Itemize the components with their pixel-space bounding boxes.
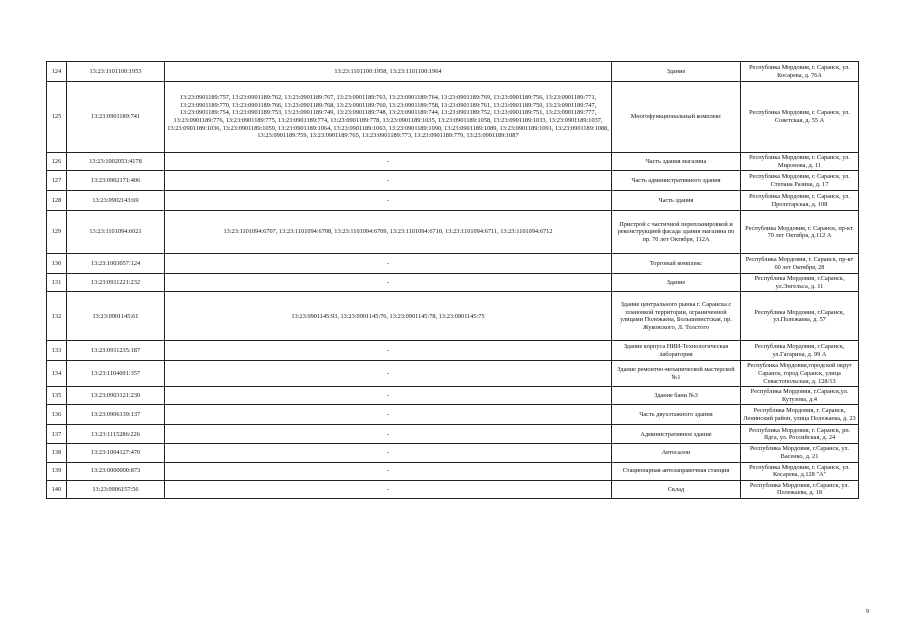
cell-related-objects: 13:23:1101094:6707, 13:23:1101094:6708, 13:23:1101094:6709, 13:23:1101094:6710, 13:23:1101094:6711, 13:23:1101094:6712	[165, 211, 612, 254]
table-row	[47, 274, 859, 292]
cell-cadastral-number: 13:23:1002053:4178	[67, 153, 165, 171]
cell-address: Республика Мордовия, г.Саранск, ул. Полежаева, д. 18	[741, 480, 859, 498]
cell-object-name: Пристрой с частичной перепланировкой и реконструкцией фасада здания магазина по пр. 70 лет Октября, 112А	[612, 211, 741, 254]
cell-cadastral-number: 13:23:0911235:187	[67, 341, 165, 361]
cell-address: Республика Мордовия, г.Саранск,ул. Кутузова, д.4	[741, 387, 859, 405]
table-row	[47, 462, 859, 480]
cell-object-name: Часть здания магазина	[612, 153, 741, 171]
cell-related-objects: -	[165, 425, 612, 444]
table-row	[47, 292, 859, 341]
cell-number: 133	[47, 341, 67, 361]
page-number: 9	[866, 608, 870, 615]
cell-number: 126	[47, 153, 67, 171]
table-row	[47, 153, 859, 171]
cell-address: Республика Мордовия, г.Саранск, ул. Васенко, д. 21	[741, 444, 859, 462]
cell-related-objects: -	[165, 480, 612, 498]
cell-related-objects: -	[165, 444, 612, 462]
table-row	[47, 211, 859, 254]
table-row	[47, 444, 859, 462]
cell-address: Республика Мордовия, г. Саранск, ул. Пролетарская, д. 108	[741, 191, 859, 211]
cell-address: Республика Мордовия, г. Саранск, ул. Косарева, д. 76А	[741, 62, 859, 82]
cell-address: Республика Мордовия, г. Саранск, пр-кт 60 лет Октября, 28	[741, 254, 859, 274]
cell-cadastral-number: 13:23:0906139:137	[67, 405, 165, 425]
cell-cadastral-number: 13:23:1003057:124	[67, 254, 165, 274]
cell-cadastral-number: 13:23:0906157:56	[67, 480, 165, 498]
cell-object-name: Здание бани №3	[612, 387, 741, 405]
cell-cadastral-number: 13:23:1115286:226	[67, 425, 165, 444]
cell-related-objects: 13:23:0901145:93, 13:23:0901145:76, 13:23:0901145:78, 13:23:0901145:75	[165, 292, 612, 341]
cell-number: 129	[47, 211, 67, 254]
cell-cadastral-number: 13:23:0903121:230	[67, 387, 165, 405]
cell-related-objects: -	[165, 405, 612, 425]
table-row	[47, 361, 859, 387]
cell-number: 139	[47, 462, 67, 480]
table-row	[47, 405, 859, 425]
cell-related-objects: -	[165, 274, 612, 292]
cell-address: Республика Мордовия, г. Саранск, ул. Косарева, д.128 "А"	[741, 462, 859, 480]
table-row	[47, 425, 859, 444]
cell-cadastral-number: 13:23:0901189:741	[67, 82, 165, 153]
cell-object-name: Здание	[612, 62, 741, 82]
cell-address: Республика Мордовия, г. Саранск, ул. Советская, д. 55 А	[741, 82, 859, 153]
cell-related-objects: -	[165, 462, 612, 480]
cell-number: 135	[47, 387, 67, 405]
cell-address: Республика Мордовия, г. Саранск, ул. Миронова, д. 11	[741, 153, 859, 171]
cell-object-name: Многофункциональный комплекс	[612, 82, 741, 153]
cell-cadastral-number: 13:23:1004127:470	[67, 444, 165, 462]
cell-address: Республика Мордовия,городской округ Саранск, город Саранск, улица Севастопольская, д. 128/13	[741, 361, 859, 387]
cell-number: 137	[47, 425, 67, 444]
cell-number: 132	[47, 292, 67, 341]
cell-number: 124	[47, 62, 67, 82]
cell-object-name: Торговый комплекс	[612, 254, 741, 274]
cell-related-objects: -	[165, 254, 612, 274]
cell-related-objects: -	[165, 361, 612, 387]
cell-number: 140	[47, 480, 67, 498]
cell-related-objects: 13:23:0901189:757, 13:23:0901189:762, 13:23:0901189:767, 13:23:0901189:763, 13:23:0901189:764, 13:23:0901189:769, 13:23:0901189:756, 13:23:0901189:771, 13:23:0901189:770, 13:23:0901189:766, 13:23:0901189:768, 13:23:0901189:760, 13:23:0901189:758, 13:23:0901189:761, 13:23:0901189:750, 13:23:0901189:747, 13:23:0901189:754, 13:23:0901189:753, 13:23:0901189:749, 13:23:0901189:748, 13:23:0901189:744, 13:23:0901189:752, 13:23:0901189:751, 13:23:0901189:777, 13:23:0901189:776, 13:23:0901189:775, 13:23:0901189:774, 13:23:0901189:778, 13:23:0901189:1035, 13:23:0901189:1058, 13:23:0901189:1033, 13:23:0901189:1037, 13:23:0901189:1036, 13:23:0901189:1059, 13:23:0901189:1064, 13:23:0901189:1063, 13:23:0901189:1090, 13:23:0901189:1089, 13:23:0901189:1091, 13:23:0901189:1088, 13:23:0901189:759, 13:23:0901189:765, 13:23:0901189:773, 13:23:0901189:779, 13:23:0901189:1087	[165, 82, 612, 153]
table-row	[47, 254, 859, 274]
cell-address: Республика Мордовия, г. Саранск, Ленинский район, улица Полежаева, д. 23	[741, 405, 859, 425]
table-row	[47, 480, 859, 498]
cell-related-objects: -	[165, 153, 612, 171]
cell-related-objects: -	[165, 171, 612, 191]
cell-object-name: Здание	[612, 274, 741, 292]
cell-address: Республика Мордовия, г. Саранск, рп. Ядга, ул. Российская, д. 24	[741, 425, 859, 444]
cell-cadastral-number: 13:23:1101100:1953	[67, 62, 165, 82]
table-row	[47, 387, 859, 405]
cell-related-objects: -	[165, 191, 612, 211]
cell-related-objects: -	[165, 387, 612, 405]
cell-object-name: Стационарная автозаправочная станция	[612, 462, 741, 480]
cell-cadastral-number: 13:23:0911221:232	[67, 274, 165, 292]
cell-related-objects: 13:23:1101100:1958, 13:23:1101100:1964	[165, 62, 612, 82]
cell-object-name: Склад	[612, 480, 741, 498]
cell-number: 127	[47, 171, 67, 191]
cell-cadastral-number: 13:23:0000000:873	[67, 462, 165, 480]
cell-object-name: Автосалон	[612, 444, 741, 462]
cell-cadastral-number: 13:23:0901145:61	[67, 292, 165, 341]
cell-cadastral-number: 13:23:0902171:406	[67, 171, 165, 191]
cell-address: Республика Мордовия, г.Саранск, ул.Гагарина, д. 99 А	[741, 341, 859, 361]
cell-address: Республика Мордовия, г.Саранск, ул.Энгельса, д. 11	[741, 274, 859, 292]
cell-number: 131	[47, 274, 67, 292]
cell-object-name: Часть административного здания	[612, 171, 741, 191]
property-table-body	[47, 62, 859, 499]
cell-number: 128	[47, 191, 67, 211]
table-row	[47, 82, 859, 153]
cell-object-name: Здание центрального рынка г. Саранска с плановкой территории, ограниченной улицами Полежаева, Большевистская, пр. Жуковского, Л. Толстого	[612, 292, 741, 341]
table-row	[47, 191, 859, 211]
cell-number: 138	[47, 444, 67, 462]
cell-object-name: Часть двухэтажного здания	[612, 405, 741, 425]
cell-address: Республика Мордовия, г. Саранск, ул. Степана Разина, д. 17	[741, 171, 859, 191]
cell-number: 130	[47, 254, 67, 274]
property-table	[46, 61, 859, 499]
cell-address: Республика Мордовия, г. Саранск, пр-кт. 70 лет Октября, д.112 А	[741, 211, 859, 254]
cell-cadastral-number: 13:23:1101094:6021	[67, 211, 165, 254]
cell-object-name: Административное здание	[612, 425, 741, 444]
cell-cadastral-number: 13:23:1104091:357	[67, 361, 165, 387]
cell-object-name: Здание ремонтно-механической мастерской №1	[612, 361, 741, 387]
cell-cadastral-number: 13:23:0902143:69	[67, 191, 165, 211]
table-row	[47, 62, 859, 82]
table-row	[47, 341, 859, 361]
cell-object-name: Здание корпуса НИИ-Технологическая лаборатория	[612, 341, 741, 361]
cell-related-objects: -	[165, 341, 612, 361]
table-row	[47, 171, 859, 191]
cell-address: Республика Мордовия, г.Саранск, ул.Полежаева, д. 57	[741, 292, 859, 341]
cell-number: 136	[47, 405, 67, 425]
cell-object-name: Часть здания	[612, 191, 741, 211]
cell-number: 125	[47, 82, 67, 153]
cell-number: 134	[47, 361, 67, 387]
